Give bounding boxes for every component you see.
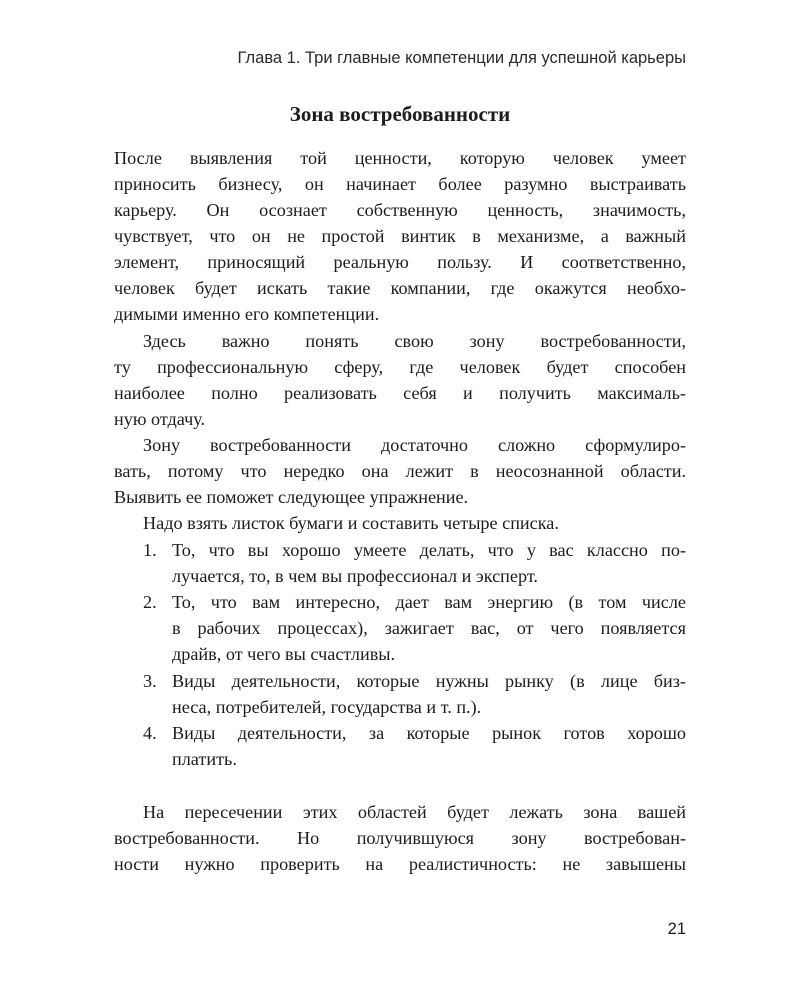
list-line: в рабочих процессах), зажигает вас, от чего появляется <box>172 618 686 638</box>
list-line: неса, потребителей, государства и т. п.). <box>172 697 482 717</box>
text-line: карьеру. Он осознает собственную ценность, значимость, <box>114 200 686 220</box>
text-line: Зону востребованности достаточно сложно сформулиро- <box>143 435 686 455</box>
text-line: После выявления той ценности, которую человек умеет <box>114 148 686 168</box>
list-line: лучается, то, в чем вы профессионал и эксперт. <box>172 566 538 586</box>
text-line: человек будет искать такие компании, где окажутся необхо- <box>114 278 686 298</box>
running-header: Глава 1. Три главные компетенции для успешной карьеры <box>237 49 686 67</box>
text-line: вать, потому что нередко она лежит в неосознанной области. <box>114 461 686 481</box>
list-number: 3. <box>143 671 157 691</box>
list-number: 4. <box>143 723 157 743</box>
list-line: платить. <box>172 749 237 769</box>
section-title: Зона востребованности <box>289 102 511 126</box>
text-line: Надо взять листок бумаги и составить четыре списка. <box>143 513 559 533</box>
list-line: То, что вы хорошо умеете делать, что у вас классно по- <box>172 540 686 560</box>
text-line: На пересечении этих областей будет лежать зона вашей <box>143 802 686 822</box>
text-line: димыми именно его компетенции. <box>114 304 380 324</box>
text-line: элемент, приносящий реальную пользу. И соответственно, <box>114 252 686 272</box>
text-line: ту профессиональную сферу, где человек будет способен <box>114 357 686 377</box>
text-line: наиболее полно реализовать себя и получить максималь- <box>114 383 686 403</box>
text-line: востребованности. Но получившуюся зону востребован- <box>114 828 686 848</box>
list-line: Виды деятельности, которые нужны рынку (в лице биз- <box>172 671 686 691</box>
text-line: чувствует, что он не простой винтик в механизме, а важный <box>114 226 686 246</box>
list-line: Виды деятельности, за которые рынок готов хорошо <box>172 723 686 743</box>
text-line: ности нужно проверить на реалистичность: не завышены <box>114 854 686 874</box>
list-number: 2. <box>143 592 157 612</box>
list-line: драйв, от чего вы счастливы. <box>172 644 396 664</box>
page-number: 21 <box>667 920 686 938</box>
text-line: Выявить ее поможет следующее упражнение. <box>114 487 469 507</box>
text-line: Здесь важно понять свою зону востребованности, <box>143 331 686 351</box>
list-number: 1. <box>143 540 157 560</box>
list-line: То, что вам интересно, дает вам энергию (в том числе <box>172 592 686 612</box>
text-line: приносить бизнесу, он начинает более разумно выстраивать <box>114 174 686 194</box>
text-line: ную отдачу. <box>114 409 206 429</box>
